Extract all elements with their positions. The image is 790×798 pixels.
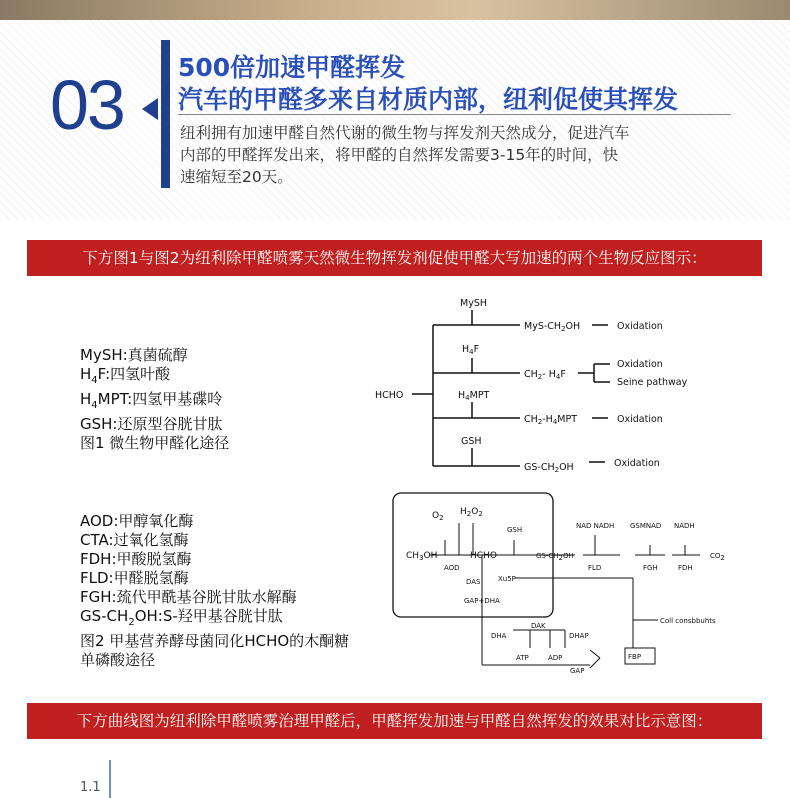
pointer-arrow-icon	[142, 98, 158, 120]
fig1-legend-item: GSH:还原型谷胱甘肽	[80, 415, 223, 433]
fig1-legend-item: $H_4F$:四氢叶酸	[80, 365, 171, 386]
description	[180, 122, 735, 188]
top-photo-strip	[0, 0, 790, 20]
fig2-coll: Coll consbbuhts	[660, 617, 716, 625]
fig2-caption-1: 图2 甲基营养酵母菌同化HCHO的木酮糖	[80, 632, 350, 650]
fig1-legend	[80, 346, 229, 453]
fig2-fgh: FGH	[643, 564, 658, 572]
fig1-serine: Seine pathway	[617, 377, 688, 388]
fig1-oxidation-3: Oxidation	[617, 414, 663, 425]
fig2-caption-2: 单磷酸途径	[80, 651, 156, 669]
fig2-dha: DHA	[491, 632, 507, 640]
fig2-aod: AOD	[444, 564, 460, 572]
fig2-gap: GAP	[570, 667, 585, 675]
fig2-gsch2oh: GS-CH2OH	[536, 552, 574, 562]
headline-2: 汽车的甲醛多来自材质内部，纽利促使其挥发	[178, 85, 679, 114]
fig1-diagram	[370, 290, 710, 480]
fig2-legend-item: CTA:过氧化氢酶	[80, 531, 189, 549]
fig2-legend-item: AOD:甲醇氧化酶	[80, 512, 194, 530]
fig1-hcho: HCHO	[375, 390, 404, 401]
banner-chart: 下方曲线图为纽利除甲醛喷雾治理甲醛后，甲醛挥发加速与甲醛自然挥发的效果对比示意图：	[27, 703, 762, 739]
fig2-fbp: FBP	[628, 653, 642, 661]
fig2-legend-item: FDH:甲酸脱氢酶	[80, 550, 192, 568]
divider	[178, 114, 731, 115]
fig1-product-2: $CH_2-$ $H_4F$	[524, 369, 566, 381]
banner-figures: 下方图1与图2为纽利除甲醛喷雾天然微生物挥发剂促使甲醛大写加速的两个生物反应图示：	[27, 240, 762, 276]
fig2-gsh: GSH	[507, 526, 523, 534]
fig2-legend-item: FLD:甲醛脱氢酶	[80, 569, 189, 587]
fig1-h4mpt: $H_4MPT$	[458, 390, 490, 402]
fig2-o2: $O_2$	[432, 511, 444, 522]
fig2-adp: ADP	[548, 654, 563, 662]
desc-line-2: 内部的甲醛挥发出来，将甲醛的自然挥发需要3-15年的时间，快	[180, 146, 619, 164]
fig2-dhap: DHAP	[569, 632, 589, 640]
fig2-dak: DAK	[531, 622, 546, 630]
fig1-product-4: $GS-CH_2OH$	[524, 462, 574, 474]
fig1-product-3: $CH_2-H_4MPT$	[524, 414, 578, 426]
fig2-h2o2: $H_2O_2$	[460, 507, 483, 518]
headline-1: 500倍加速甲醛挥发	[178, 53, 406, 82]
fig2-xu5p: Xu5P	[498, 575, 516, 583]
fig2-legend	[80, 512, 349, 670]
fig2-fld: FLD	[588, 564, 602, 572]
fig2-hcho: HCHO	[470, 551, 497, 561]
fig1-mysh: MySH	[460, 298, 487, 309]
desc-line-1: 纽利拥有加速甲醛自然代谢的微生物与挥发剂天然成分，促进汽车	[180, 124, 630, 142]
fig1-caption: 图1 微生物甲醛化途径	[80, 434, 230, 452]
fig1-legend-item: MySH:真菌硫醇	[80, 346, 188, 364]
fig2-legend-item: FGH:巯代甲酰基谷胱甘肽水解酶	[80, 588, 297, 606]
fig1-h4f: $H_4F$	[462, 344, 480, 356]
fig1-oxidation-1: Oxidation	[617, 321, 663, 332]
fig1-product-1: MyS-$CH_2OH$	[524, 321, 581, 333]
fig2-fdh: FDH	[678, 564, 693, 572]
chart-tick-label: 1.1	[80, 780, 101, 795]
fig1-legend-item: $H_4MPT$:四氢甲基碟呤	[80, 390, 223, 411]
fig1-gsh: GSH	[461, 436, 482, 447]
section-number: 03	[50, 66, 124, 144]
chart-y-axis	[109, 760, 111, 798]
fig2-gsmnad: GSMNAD	[630, 522, 662, 530]
fig2-atp: ATP	[516, 654, 529, 662]
desc-line-3: 速缩短至20天。	[180, 168, 293, 186]
fig2-legend-item: $GS-CH_2OH:S-$羟甲基谷胱甘肽	[80, 607, 283, 628]
fig2-nadh: NADH	[674, 522, 695, 530]
fig2-diagram	[390, 490, 740, 680]
fig1-oxidation-2: Oxidation	[617, 359, 663, 370]
fig2-co2: CO2	[710, 552, 725, 562]
fig2-gap-dha: GAP+DHA	[464, 597, 500, 605]
fig2-nad-nadh: NAD NADH	[576, 522, 615, 530]
fig2-ch3oh: $CH_3OH$	[406, 551, 438, 562]
accent-bar	[161, 40, 170, 188]
fig2-das: DAS	[466, 578, 481, 586]
fig1-oxidation-4: Oxidation	[614, 458, 660, 469]
